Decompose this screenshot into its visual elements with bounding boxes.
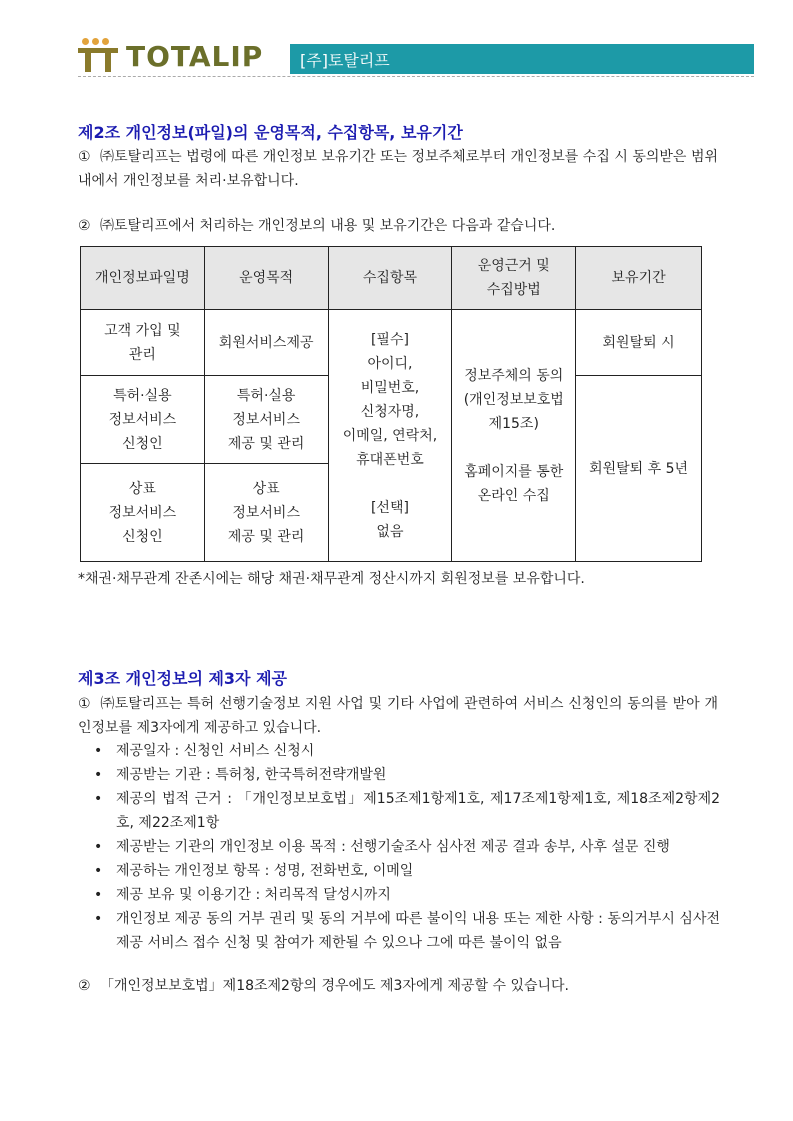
table-header-cell: 운영목적	[204, 247, 328, 310]
info-table	[80, 246, 702, 562]
section3-title: 제3조 개인정보의 제3자 제공	[78, 669, 287, 688]
para-text: ㈜토탈리프는 법령에 따른 개인정보 보유기간 또는 정보주체로부터 개인정보를 수집 시 동의받은 범위 내에서 개인정보를 처리·보유합니다.	[78, 149, 718, 189]
section2-title: 제2조 개인정보(파일)의 운영목적, 수집항목, 보유기간	[78, 123, 463, 142]
company-logo	[78, 36, 263, 76]
table-header-cell: 보유기간	[576, 247, 702, 310]
list-item: • 제공 보유 및 이용기간 : 처리목적 달성시까지	[94, 883, 720, 907]
table-cell: 고객 가입 및 관리	[81, 310, 205, 376]
list-item: • 제공하는 개인정보 항목 : 성명, 전화번호, 이메일	[94, 859, 720, 883]
para-number: ①	[78, 149, 91, 165]
section2-paragraph-1	[78, 145, 718, 193]
para-text: ㈜토탈리프에서 처리하는 개인정보의 내용 및 보유기간은 다음과 같습니다.	[100, 218, 556, 234]
table-cell-basis: 정보주체의 동의 (개인정보보호법 제15조) 홈페이지를 통한 온라인 수집	[452, 310, 576, 562]
table-header-cell: 개인정보파일명	[81, 247, 205, 310]
table-cell-items: [필수] 아이디, 비밀번호, 신청자명, 이메일, 연락처, 휴대폰번호 [선택] 없음	[328, 310, 452, 562]
section3-paragraph-2	[78, 974, 718, 998]
list-item: • 제공일자 : 신청인 서비스 신청시	[94, 739, 720, 763]
provision-list	[94, 739, 720, 955]
company-label: [주]토탈리프	[300, 51, 390, 70]
header-divider	[78, 76, 754, 77]
table-header-cell: 수집항목	[328, 247, 452, 310]
section3-paragraph-1	[78, 692, 718, 740]
para-number: ②	[78, 978, 91, 994]
logo-mark-icon	[78, 38, 122, 74]
table-cell: 특허·실용 정보서비스 신청인	[81, 376, 205, 464]
section2-paragraph-2	[78, 214, 718, 238]
para-text: 「개인정보보호법」제18조제2항의 경우에도 제3자에게 제공할 수 있습니다.	[100, 978, 570, 994]
table-note: *채권·채무관계 잔존시에는 해당 채권·채무관계 정산시까지 회원정보를 보유합니다.	[78, 571, 585, 587]
para-number: ②	[78, 218, 91, 234]
table-cell: 상표 정보서비스 제공 및 관리	[204, 464, 328, 562]
table-cell: 회원서비스제공	[204, 310, 328, 376]
list-item: • 개인정보 제공 동의 거부 권리 및 동의 거부에 따른 불이익 내용 또는 제한 사항 : 동의거부시 심사전제공 서비스 접수 신청 및 참여가 제한될 수 있으나 그에 따른 불이익 없음	[94, 907, 720, 955]
list-item: • 제공의 법적 근거 : 「개인정보보호법」제15조제1항제1호, 제17조제1항제1호, 제18조제2항제2호, 제22조제1항	[94, 787, 720, 835]
list-item: • 제공받는 기관 : 특허청, 한국특허전략개발원	[94, 763, 720, 787]
table-cell: 특허·실용 정보서비스 제공 및 관리	[204, 376, 328, 464]
logo-text: TOTALIP	[126, 39, 264, 73]
page-header	[78, 36, 754, 76]
list-item: • 제공받는 기관의 개인정보 이용 목적 : 선행기술조사 심사전 제공 결과 송부, 사후 설문 진행	[94, 835, 720, 859]
header-band	[290, 44, 754, 74]
para-number: ①	[78, 696, 91, 712]
table-header-cell: 운영근거 및 수집방법	[452, 247, 576, 310]
table-cell-retention: 회원탈퇴 시	[576, 310, 702, 376]
table-cell-retention: 회원탈퇴 후 5년	[576, 376, 702, 562]
table-row	[81, 310, 702, 376]
table-cell: 상표 정보서비스 신청인	[81, 464, 205, 562]
table-header-row	[81, 247, 702, 310]
para-text: ㈜토탈리프는 특허 선행기술정보 지원 사업 및 기타 사업에 관련하여 서비스 신청인의 동의를 받아 개인정보를 제3자에게 제공하고 있습니다.	[78, 696, 718, 736]
